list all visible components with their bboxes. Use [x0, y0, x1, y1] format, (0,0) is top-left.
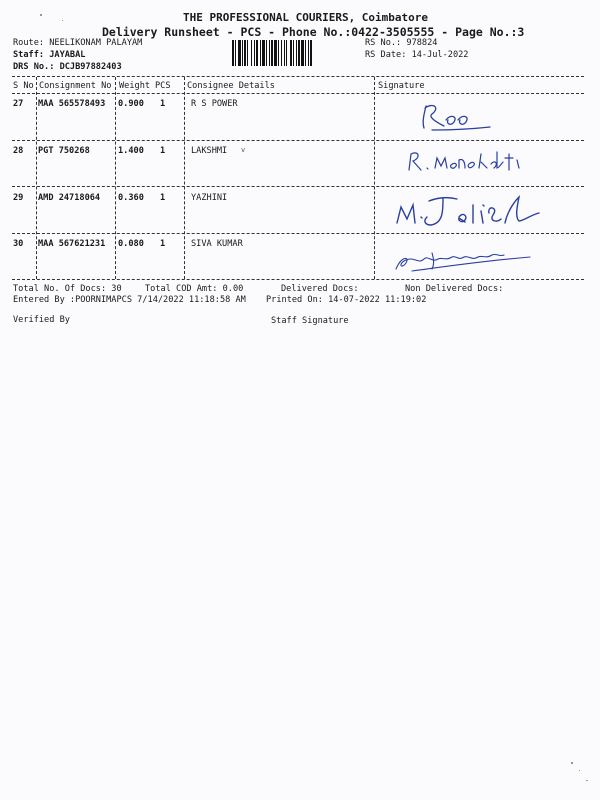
cell-pcs: 1 — [160, 99, 166, 109]
printed-on: Printed On: 14-07-2022 11:19:02 — [266, 295, 427, 305]
row-rule — [12, 233, 584, 234]
cell-sno: 28 — [13, 146, 24, 156]
header-weight: Weight — [119, 81, 151, 91]
row-rule — [12, 140, 584, 141]
table-header-rule — [12, 93, 584, 94]
total-cod-amount: Total COD Amt: 0.00 — [145, 284, 244, 294]
staff-label: Staff: JAYABAL — [13, 50, 86, 60]
row-rule — [12, 186, 584, 187]
scan-speck — [586, 780, 588, 781]
signature-row-29 — [393, 193, 563, 233]
header-pcs: PCS — [155, 81, 171, 91]
total-docs: Total No. Of Docs: 30 — [13, 284, 122, 294]
cell-consignee: LAKSHMI — [191, 146, 228, 156]
signature-row-28 — [405, 148, 555, 178]
barcode-bar — [312, 40, 313, 66]
cell-sno: 27 — [13, 99, 24, 109]
table-top-rule — [12, 76, 584, 77]
column-divider — [184, 77, 185, 279]
drs-number: DRS No.: DCJB97882403 — [13, 62, 122, 72]
column-divider — [374, 77, 375, 279]
cell-consignment-no: AMD 24718064 — [38, 193, 101, 203]
scan-speck — [40, 14, 42, 16]
rs-number: RS No.: 978824 — [365, 38, 438, 48]
rs-date: RS Date: 14-Jul-2022 — [365, 50, 469, 60]
cell-consignee: YAZHINI — [191, 193, 228, 203]
cell-consignee: SIVA KUMAR — [191, 239, 243, 249]
cell-weight: 0.080 — [118, 239, 144, 249]
column-divider — [36, 77, 37, 279]
table-bottom-rule — [12, 279, 584, 280]
entered-by: Entered By :POORNIMAPCS 7/14/2022 11:18:58 AM — [13, 295, 246, 305]
tick-mark: v — [241, 146, 246, 154]
header-sno: S No — [13, 81, 34, 91]
delivered-docs: Delivered Docs: — [281, 284, 359, 294]
cell-pcs: 1 — [160, 146, 166, 156]
cell-weight: 0.360 — [118, 193, 144, 203]
scan-speck — [579, 770, 580, 771]
verified-by: Verified By — [13, 315, 70, 325]
cell-pcs: 1 — [160, 193, 166, 203]
cell-sno: 29 — [13, 193, 24, 203]
scan-speck — [571, 762, 573, 764]
staff-signature-label: Staff Signature — [271, 316, 349, 326]
cell-consignee: R S POWER — [191, 99, 238, 109]
signature-row-30 — [392, 245, 552, 275]
cell-pcs: 1 — [160, 239, 166, 249]
header-signature: Signature — [378, 81, 425, 91]
cell-weight: 0.900 — [118, 99, 144, 109]
cell-sno: 30 — [13, 239, 24, 249]
cell-consignment-no: MAA 565578493 — [38, 99, 106, 109]
header-consignment-no: Consignment No — [39, 81, 112, 91]
company-title: THE PROFESSIONAL COURIERS, Coimbatore — [183, 11, 429, 24]
runsheet-title: Delivery Runsheet - PCS - Phone No.:0422-3505555 - Page No.:3 — [102, 25, 525, 39]
header-consignee-details: Consignee Details — [187, 81, 275, 91]
non-delivered-docs: Non Delivered Docs: — [405, 284, 504, 294]
signature-row-27 — [410, 100, 510, 140]
cell-weight: 1.400 — [118, 146, 144, 156]
route-label: Route: NEELIKONAM PALAYAM — [13, 38, 143, 48]
cell-consignment-no: MAA 567621231 — [38, 239, 106, 249]
cell-consignment-no: PGT 750268 — [38, 146, 90, 156]
column-divider — [115, 77, 116, 279]
barcode — [232, 40, 360, 66]
scan-speck — [62, 20, 63, 21]
